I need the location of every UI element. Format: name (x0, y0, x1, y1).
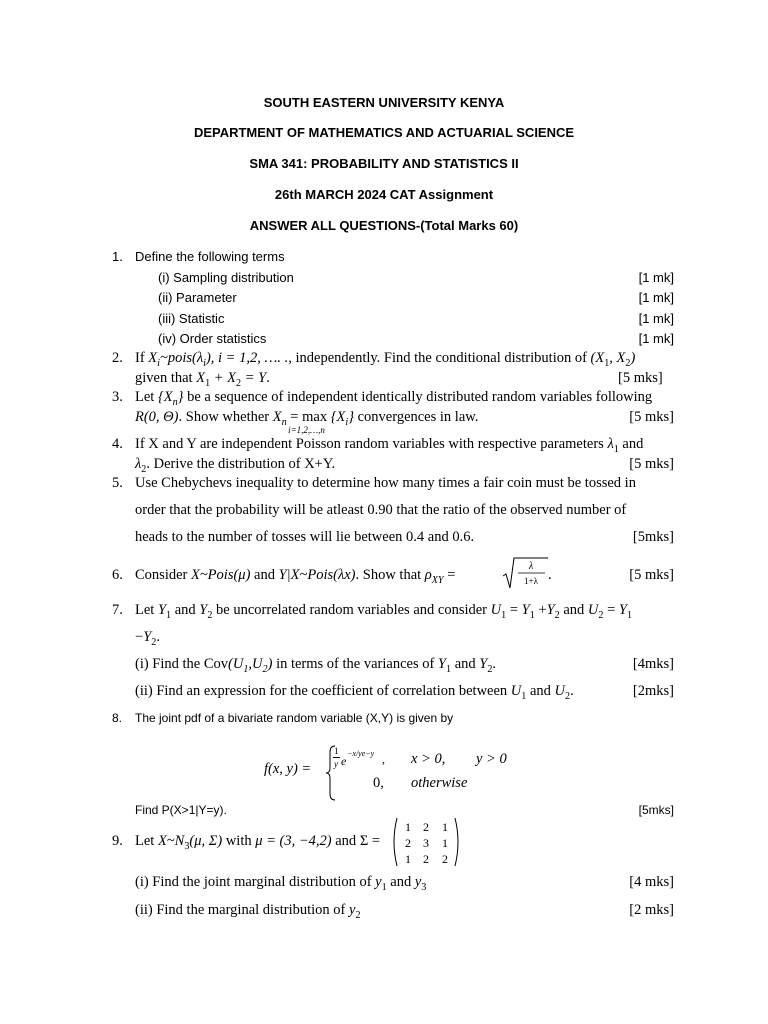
question-text: Let $Y_1$ and $Y_2$ be uncorrelated random variables and consider $U_1 = Y_1 +Y_2$ and $U_2 = Y_1$ (135, 602, 633, 621)
question-text: $\lambda_2$. Derive the distribution of X+Y. (135, 456, 336, 475)
sub-question: (ii) Find an expression for the coefficient of correlation between $U_1$ and $U_2$. (135, 683, 574, 702)
matrix-cell: 3 (423, 836, 429, 850)
exp-base: e (341, 754, 347, 768)
list-item: (ii) Parameter (158, 290, 237, 305)
question-number: 7. (112, 602, 123, 618)
period: . (548, 567, 552, 583)
question-text: If X and Y are independent Poisson random variables with respective parameters $\lambda_1$ and (135, 436, 644, 455)
marks: [2 mks] (629, 902, 674, 918)
question-text: R(0, Θ). Show whether $X_n = \max$ i=1,2,…,n $\{X_i\}$ convergences in law. (135, 409, 479, 435)
sub-question: (i) Find the joint marginal distribution of $y_1$ and $y_3$ (135, 874, 427, 893)
marks: [1 mk] (638, 270, 674, 285)
marks: [4mks] (632, 656, 674, 672)
matrix-cell: 1 (405, 852, 411, 866)
matrix-cell: 2 (405, 836, 411, 850)
instructions: ANSWER ALL QUESTIONS-(Total Marks 60) (249, 218, 519, 233)
marks: [1 mk] (638, 290, 674, 305)
question-text: order that the probability will be atleast 0.90 that the ratio of the observed number of (135, 502, 627, 518)
question-text: Find P(X>1|Y=y). (135, 803, 227, 817)
marks: [2mks] (632, 683, 674, 699)
sub-question: (ii) Find the marginal distribution of $y_2$ (135, 902, 361, 921)
question-text: Use Chebychevs inequality to determine how many times a fair coin must be tossed in (135, 475, 636, 491)
question-number: 6. (112, 567, 123, 583)
question-text: $-Y_2$. (135, 629, 160, 648)
question-number: 3. (112, 389, 123, 405)
question-text: The joint pdf of a bivariate random variable (X,Y) is given by (135, 711, 454, 725)
frac-numerator: 1 (334, 746, 339, 756)
question-number: 9. (112, 833, 123, 849)
list-item: (iii) Statistic (158, 311, 225, 326)
fraction-bar (333, 757, 340, 758)
sqrt-denominator: 1+λ (524, 576, 538, 586)
matrix-cell: 2 (442, 852, 448, 866)
list-item: (iv) Order statistics (158, 331, 267, 346)
marks: [5mks] (632, 529, 674, 545)
matrix-cell: 1 (442, 820, 448, 834)
pdf-lhs: f(x, y) = (264, 761, 312, 777)
marks: [1 mk] (638, 331, 674, 346)
marks: [5mks] (638, 803, 674, 817)
list-item: (i) Sampling distribution (158, 270, 294, 285)
covariance-matrix (390, 816, 462, 868)
question-number: 2. (112, 350, 123, 366)
question-number: 8. (112, 711, 123, 725)
matrix-cell: 2 (423, 852, 429, 866)
question-text: If $X_i\sim pois(\lambda_i)$, i = 1,2, …. ., independently. Find the conditional distribution of ($X_1$, $X_2$) (135, 350, 636, 369)
condition-y: y > 0 (476, 751, 507, 767)
sqrt-fraction (502, 556, 550, 590)
question-number: 1. (112, 249, 123, 264)
marks: [5 mks] (629, 567, 674, 583)
marks: [5 mks] (629, 409, 674, 425)
question-number: 4. (112, 436, 123, 452)
otherwise-label: otherwise (411, 775, 468, 791)
marks: [5 mks] (618, 370, 663, 386)
zero-value: 0, (373, 775, 384, 791)
university-title: SOUTH EASTERN UNIVERSITY KENYA (263, 95, 505, 110)
assignment-date: 26th MARCH 2024 CAT Assignment (274, 187, 494, 202)
frac-denominator: y (334, 759, 338, 769)
question-text: Let $\{X_n\}$ be a sequence of independent identically distributed random variables following (135, 389, 653, 408)
marks: [1 mk] (638, 311, 674, 326)
matrix-cell: 1 (442, 836, 448, 850)
question-text: heads to the number of tosses will lie between 0.4 and 0.6. (135, 529, 475, 545)
comma: , (382, 752, 385, 766)
matrix-cell: 1 (405, 820, 411, 834)
question-number: 5. (112, 475, 123, 491)
sub-question: (i) Find the $Cov(U_1,U_2)$ in terms of the variances of $Y_1$ and $Y_2$. (135, 656, 497, 675)
matrix-cell: 2 (423, 820, 429, 834)
question-text: Define the following terms (135, 249, 285, 264)
question-text: Consider X~Pois(μ) and Y|X~Pois(λx). Show that $\rho_{XY}$ = (135, 567, 456, 586)
course-title: SMA 341: PROBABILITY AND STATISTICS II (249, 156, 519, 171)
marks: [5 mks] (629, 456, 674, 472)
sqrt-numerator: λ (528, 561, 534, 572)
department-title: DEPARTMENT OF MATHEMATICS AND ACTUARIAL SCIENCE (193, 125, 575, 140)
marks: [4 mks] (629, 874, 674, 890)
question-text: Let $X\sim N_3(\mu$, Σ) with μ = (3, −4,2) and Σ = (135, 833, 381, 852)
question-text: given that $X_1 + X_2 = Y$. (135, 370, 270, 389)
exp-power: −x/ye−y (347, 749, 375, 758)
condition-x: x > 0, (411, 751, 446, 767)
